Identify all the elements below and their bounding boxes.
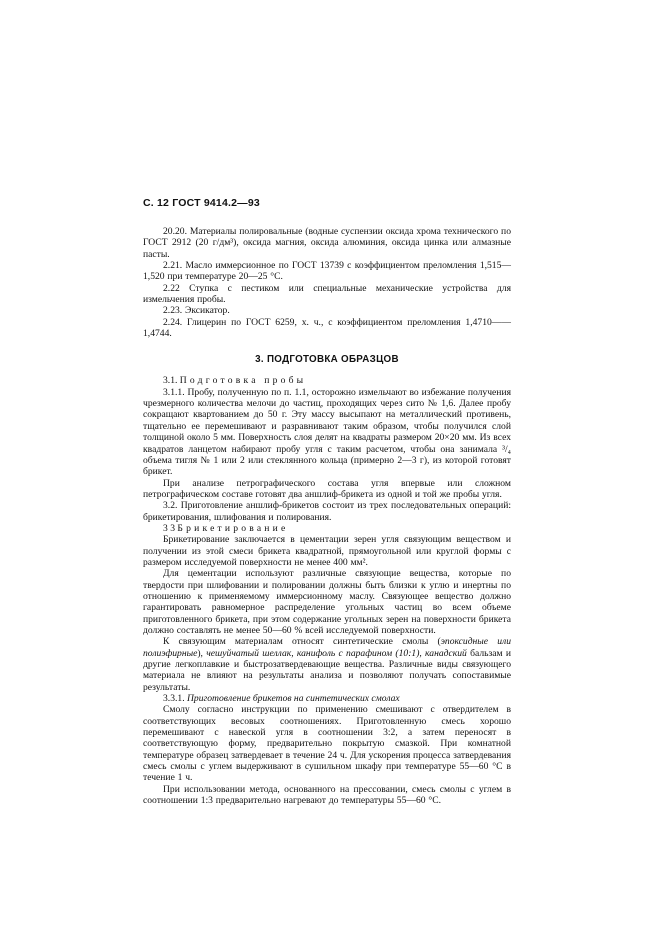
clause-2-22: 2.22 Ступка с пестиком или специальные механические устройства для измельчения пробы. <box>143 282 511 306</box>
subsection-3-3-heading <box>143 523 511 534</box>
paragraph-binders <box>143 636 511 693</box>
subsection-title: Подготовка пробы <box>179 375 307 387</box>
binders-text-mid: ), <box>197 647 207 659</box>
clause-2-23: 2.23. Эксикатор. <box>163 305 230 317</box>
binders-text-lead: К связующим материалам относят синтетические смолы ( <box>163 636 441 648</box>
subsection-number: 3.1. <box>163 375 178 387</box>
subsection-number: 3 3 <box>163 522 175 534</box>
binders-italic-2: чешуйчатый шеллак, канифоль с парафином (10:1), канадский <box>206 647 467 659</box>
clause-2-20: 20.20. Материалы полировальные (водные суспензии оксида хрома технического по ГОСТ 2912 (20 г/дм³), оксида магния, оксида алюминия, оксида цинка или алмазные пасты. <box>143 226 511 260</box>
subsection-3-3-1-heading <box>143 693 511 704</box>
clause-2-21: 2.21. Масло иммерсионное по ГОСТ 13739 с коэффициентом преломления 1,515—1,520 при температуре 20—25 °С. <box>143 260 511 283</box>
clause-2-24: 2.24. Глицерин по ГОСТ 6259, х. ч., с коэффициентом преломления 1,4710——1,4744. <box>143 316 511 340</box>
subsection-title: Брикетирование <box>177 522 289 534</box>
subsection-number: 3.3.1. <box>163 693 185 705</box>
subsection-3-1-heading <box>143 375 511 386</box>
paragraph-pressing-method: При использовании метода, основанного на прессовании, смесь смолы с углем в соотношении 1:3 предварительно нагревают до температуры 55—60 °С. <box>143 783 511 807</box>
binders-italic-1: эпоксидные или полиэфирные <box>143 636 511 659</box>
paragraph-resin-procedure: Смолу согласно инструкции по применению смешивают с отвердителем в соответствующих весовых соотношениях. Приготовленную смесь хорошо перемешивают с навеской угля в соотношении 3:2, а затем переносят в соответствующую форму, предварительно покрытую смазкой. При комнатной температуре образец затвердевает в течение 24 ч. Для ускорения процесса затвердевания смесь смолы с углем выдерживают в сушильном шкафу при температуре 55—60 °С в течение 1 ч. <box>143 704 511 784</box>
subsection-title: Приготовление брикетов на синтетических смолах <box>187 693 400 705</box>
section-title: 3. ПОДГОТОВКА ОБРАЗЦОВ <box>255 354 399 366</box>
clause-3-1-1: 3.1.1. Пробу, полученную по п. 1.1, осторожно измельчают во избежание получения чрезмерного количества мелочи до частиц, проходящих через сито № 1,6. Далее пробу сокращают квартованием до 50 г. Эту массу высыпают на металлический противень, тщательно ее перемешивают и разравнивают таким образом, чтобы получился слой толщиной около 5 мм. Поверхность слоя делят на квадраты размером 20×20 мм. Из всех квадратов ланцетом набирают пробу угля с таким расчетом, чтобы она занимала ³/₄ объема тигля № 1 или 2 или стеклянного кольца (примерно 2—3 г), из которой готовят брикет. <box>143 386 511 478</box>
clause-3-2: 3.2. Приготовление аншлиф-брикетов состоит из трех последовательных операций: брикетирования, шлифования и полирования. <box>143 500 511 523</box>
binders-text-tail: бальзам и другие легкоплавкие и быстрозатвердевающие вещества. Различные виды связующего материала не влияют на результаты анализа и позволяют получать сопоставимые результаты. <box>143 647 511 693</box>
paragraph-cementation: Для цементации используют различные связующие вещества, которые по твердости при шлифовании и полировании должны быть близки к углю и инертны по отношению к применяемому иммерсионному маслу. Связующее вещество должно гарантировать равномерное распределение угольных частиц во всем объеме приготовленного брикета, при этом содержание угольных зерен на поверхности брикета должно составлять не менее 50—60 % всей исследуемой поверхности. <box>143 568 511 636</box>
paragraph-briquetting: Брикетирование заключается в цементации зерен угля связующим веществом и получении из этой смеси брикета квадратной, прямоугольной или круглой формы с размером исследуемой поверхности не менее 400 мм². <box>143 534 511 568</box>
running-header: С. 12 ГОСТ 9414.2—93 <box>143 197 260 209</box>
document-page <box>143 197 511 807</box>
paragraph-petrographic: При анализе петрографического состава угля впервые или сложном петрографическом составе готовят два аншлиф-брикета из одной и той же пробы угля. <box>143 477 511 500</box>
